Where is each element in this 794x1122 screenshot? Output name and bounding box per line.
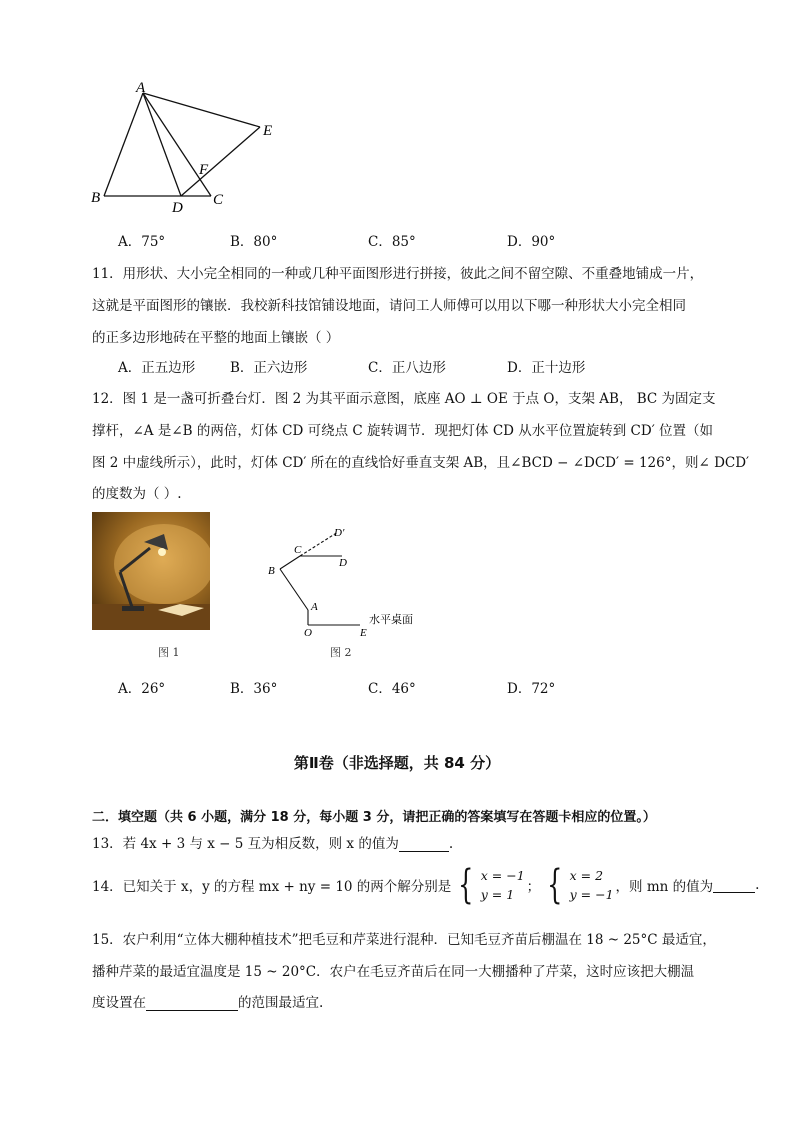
q14-line bbox=[92, 862, 759, 908]
triangle-figure bbox=[86, 78, 286, 218]
q14-text: 14．已知关于 x，y 的方程 mx + ny = 10 的两个解分别是 bbox=[92, 879, 452, 895]
q15-text-end: 的范围最适宜. bbox=[238, 995, 324, 1011]
q14-sol2-x: x = 2 bbox=[569, 868, 604, 883]
q11-option-c: C．正八边形 bbox=[368, 360, 446, 376]
q13-text-end: . bbox=[448, 836, 454, 852]
point-c-label: C bbox=[213, 192, 224, 208]
fig1-caption: 图 1 bbox=[158, 646, 180, 659]
q11-option-a: A．正五边形 bbox=[118, 360, 196, 376]
q15-answer-blank bbox=[146, 996, 238, 1011]
fig2-label-o: O bbox=[304, 627, 312, 639]
point-b-label: B bbox=[91, 190, 101, 206]
section2-heading: 二．填空题（共 6 小题，满分 18 分，每小题 3 分，请把正确的答案填写在答题卡相应的位置。） bbox=[92, 810, 656, 825]
q14-brace-2: { bbox=[547, 862, 563, 908]
q14-sol1-x: x = −1 bbox=[480, 868, 525, 883]
fig2-caption: 图 2 bbox=[330, 646, 352, 659]
part2-heading: 第Ⅱ卷（非选择题，共 84 分） bbox=[293, 754, 501, 772]
q13-answer-blank bbox=[399, 837, 449, 852]
q12-line-1: 12．图 1 是一盏可折叠台灯．图 2 为其平面示意图，底座 AO ⊥ OE 于点 O，支架 AB， BC 为固定支 bbox=[92, 391, 716, 407]
q12-option-a: A．26° bbox=[118, 681, 166, 697]
q15-line-3 bbox=[92, 991, 323, 1011]
q12-option-c: C．46° bbox=[368, 681, 416, 697]
fig2-label-dprime: D′ bbox=[334, 527, 345, 539]
q12-option-b: B．36° bbox=[230, 681, 278, 697]
q12-line-2: 撑杆，∠A 是∠B 的两倍，灯体 CD 可绕点 C 旋转调节．现把灯体 CD 从水平位置旋转到 CD′ 位置（如 bbox=[92, 423, 714, 439]
q12-option-d: D．72° bbox=[507, 681, 556, 697]
lamp-schematic-figure bbox=[262, 522, 432, 640]
fig2-label-table: 水平桌面 bbox=[369, 614, 413, 626]
q11-option-d: D．正十边形 bbox=[507, 360, 586, 376]
fig2-label-b: B bbox=[268, 565, 275, 577]
q11-option-b: B．正六边形 bbox=[230, 360, 308, 376]
point-d-label: D bbox=[172, 200, 183, 216]
q10-option-d: D．90° bbox=[507, 234, 556, 250]
point-a-label: A bbox=[136, 80, 146, 96]
q11-line-1: 11．用形状、大小完全相同的一种或几种平面图形进行拼接，彼此之间不留空隙、不重叠地铺成一片， bbox=[92, 266, 704, 282]
desk-lamp-photo bbox=[92, 512, 210, 630]
q10-option-b: B．80° bbox=[230, 234, 278, 250]
q11-line-3: 的正多边形地砖在平整的地面上镶嵌（ ） bbox=[92, 330, 340, 346]
q14-answer-blank bbox=[713, 878, 755, 893]
q13-line bbox=[92, 832, 453, 852]
fig2-label-a: A bbox=[311, 601, 318, 613]
fig2-label-c: C bbox=[294, 544, 302, 556]
q14-brace-1: { bbox=[458, 862, 474, 908]
q12-line-4: 的度数为（ ）. bbox=[92, 486, 182, 502]
q14-separator: ； bbox=[526, 879, 541, 895]
q14-text-mid: ，则 mn 的值为 bbox=[615, 879, 714, 895]
fig2-label-d: D bbox=[339, 557, 347, 569]
q10-option-a: A．75° bbox=[118, 234, 166, 250]
q14-sol2-y: y = −1 bbox=[569, 887, 614, 902]
point-f-label: F bbox=[199, 162, 209, 178]
q12-line-3: 图 2 中虚线所示），此时，灯体 CD′ 所在的直线恰好垂直支架 AB，且∠BCD − ∠DCD′ = 126°，则∠ DCD′ bbox=[92, 455, 750, 471]
q14-sol1-y: y = 1 bbox=[480, 887, 515, 902]
q15-line-1: 15．农户利用“立体大棚种植技术”把毛豆和芹菜进行混种．已知毛豆齐苗后棚温在 18 ~ 25°C 最适宜， bbox=[92, 932, 716, 948]
q15-line-2: 播种芹菜的最适宜温度是 15 ~ 20°C．农户在毛豆齐苗后在同一大棚播种了芹菜，这时应该把大棚温 bbox=[92, 964, 695, 980]
fig2-label-e: E bbox=[360, 627, 367, 639]
q14-solution-2 bbox=[542, 862, 614, 908]
q14-solution-1 bbox=[453, 862, 525, 908]
q10-option-c: C．85° bbox=[368, 234, 416, 250]
q11-line-2: 这就是平面图形的镶嵌．我校新科技馆铺设地面，请问工人师傅可以用以下哪一种形状大小完全相同 bbox=[92, 298, 686, 314]
q13-text: 13．若 4x + 3 与 x − 5 互为相反数，则 x 的值为 bbox=[92, 836, 399, 852]
q14-text-end: . bbox=[755, 877, 760, 893]
q15-text: 度设置在 bbox=[92, 995, 146, 1011]
point-e-label: E bbox=[263, 123, 273, 139]
